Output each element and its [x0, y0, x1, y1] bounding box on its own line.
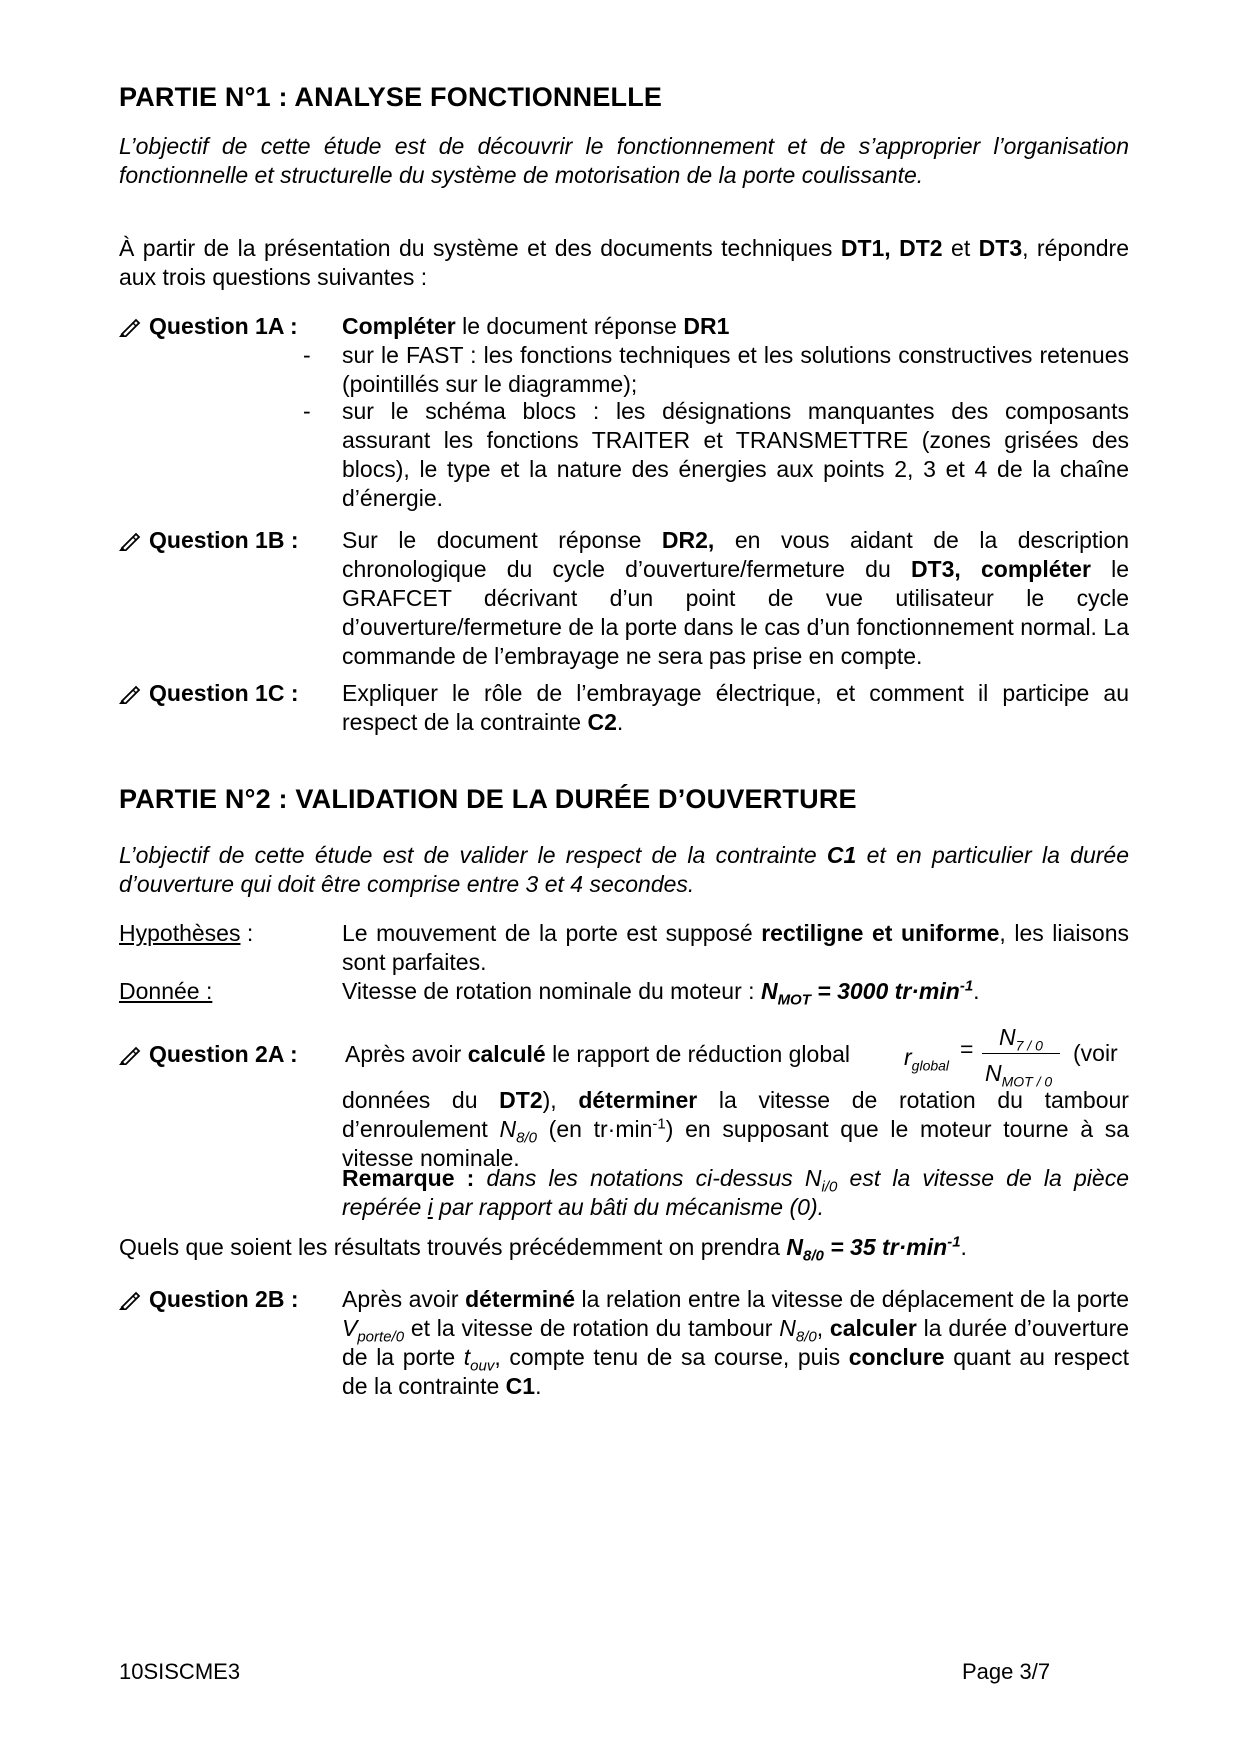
question-1b-label: Question 1B :	[119, 526, 299, 555]
question-2b-label: Question 2B :	[119, 1285, 299, 1314]
pencil-icon	[119, 1045, 141, 1065]
formula-r-global: $r_{global}$	[904, 1044, 950, 1074]
bullet-dash: -	[303, 398, 311, 424]
part2-objective: L’objectif de cette étude est de valider le respect de la contrainte C1 et en particulier la durée d’ouverture qui doit être comprise entre 3 et 4 secondes.	[119, 842, 1129, 897]
question-1a-statement: Compléter le document réponse DR1	[342, 313, 730, 339]
question-2b-statement: Après avoir déterminé la relation entre la vitesse de déplacement de la porte $V_{porte/0}$ et la vitesse de rotation du tambour $N_{8/0}$, calculer la durée d’ouverture de la porte $t_{ouv}$, compte tenu de sa course, puis conclure quant au respect de la contrainte C1.	[342, 1286, 1130, 1399]
question-1a-label: Question 1A :	[119, 312, 298, 341]
question-1b-statement: Sur le document réponse DR2, en vous aidant de la description chronologique du cycle d’ouverture/fermeture du DT3, compléter le GRAFCET décrivant d’un point de vue utilisateur le cycle d’ouverture/fermeture de la porte dans le cas d’un fonctionnement normal. La commande de l’embrayage ne sera pas prise en compte.	[342, 527, 1130, 669]
bullet-dash: -	[303, 342, 311, 368]
formula-equals: =	[960, 1036, 974, 1062]
footer-page-number: Page 3/7	[962, 1659, 1051, 1684]
question-1c-statement: Expliquer le rôle de l’embrayage électrique, et comment il participe au respect de la contrainte C2.	[342, 680, 1129, 735]
fraction-bar	[982, 1053, 1060, 1054]
footer-code: 10SISCME3	[119, 1659, 241, 1684]
donnee-text: Vitesse de rotation nominale du moteur : $N_{MOT} = 3000$ $tr\cdot\min^{-1}$.	[342, 977, 980, 1009]
pencil-icon	[119, 531, 141, 551]
part1-objective: L’objectif de cette étude est de découvrir le fonctionnement et de s’approprier l’organisation fonctionnelle et structurelle du système de motorisation de la porte coulissante.	[119, 133, 1129, 188]
formula-numerator: $N_{7 / 0}$	[999, 1024, 1043, 1054]
part2-assumption: Quels que soient les résultats trouvés précédemment on prendra $N_{8/0} = 35$ $tr\cdot\min^{-1}$.	[119, 1233, 967, 1265]
pencil-icon	[119, 684, 141, 704]
question-1a-item-blocs: sur le schéma blocs : les désignations manquantes des composants assurant les fonctions TRAITER et TRANSMETTRE (zones grisées des blocs), le type et la nature des énergies aux points 2, 3 et 4 de la chaîne d’énergie.	[342, 398, 1129, 511]
pencil-icon	[119, 317, 141, 337]
formula-voir: (voir	[1073, 1040, 1118, 1066]
question-1a-item-fast: sur le FAST : les fonctions techniques et les solutions constructives retenues (pointillés sur le diagramme);	[342, 342, 1129, 397]
donnee-label: Donnée :	[119, 978, 213, 1004]
pencil-icon	[119, 1290, 141, 1310]
question-2a-statement-start: Après avoir calculé le rapport de réduction global	[345, 1041, 851, 1067]
question-1c-label: Question 1C :	[119, 679, 299, 708]
question-2a-remark: Remarque : dans les notations ci-dessus $N_{i/0}$ est la vitesse de la pièce repérée i par rapport au bâti du mécanisme (0).	[342, 1165, 1129, 1220]
part2-title: PARTIE N°2 : VALIDATION DE LA DURÉE D’OUVERTURE	[119, 784, 857, 814]
part1-title: PARTIE N°1 : ANALYSE FONCTIONNELLE	[119, 82, 663, 112]
hypotheses-label: Hypothèses :	[119, 920, 254, 946]
formula-denominator: $N_{MOT / 0}$	[985, 1060, 1053, 1090]
hypotheses-text: Le mouvement de la porte est supposé rectiligne et uniforme, les liaisons sont parfaites.	[342, 920, 1130, 975]
question-2a-statement-rest: données du DT2), déterminer la vitesse de rotation du tambour d’enroulement $N_{8/0}$ (en $tr\cdot\min^{-1}$) en supposant que le moteur tourne à sa vitesse nominale.	[342, 1087, 1129, 1171]
part1-intro: À partir de la présentation du système et des documents techniques DT1, DT2 et DT3, répondre aux trois questions suivantes :	[119, 235, 1130, 290]
question-2a-label: Question 2A :	[119, 1040, 298, 1069]
